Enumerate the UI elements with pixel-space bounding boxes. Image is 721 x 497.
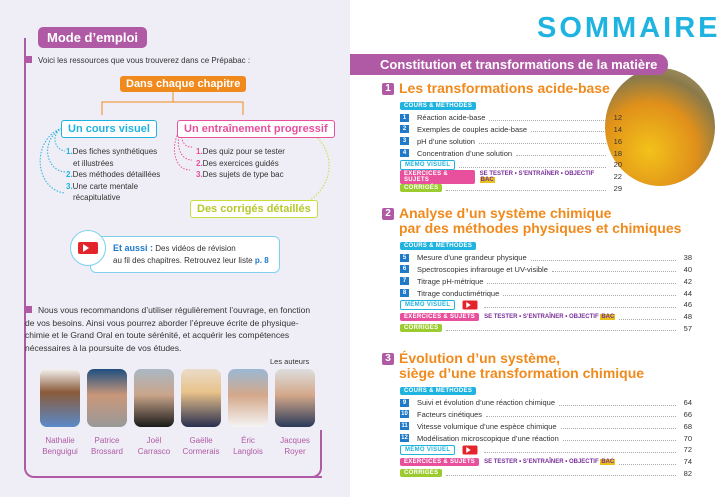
toc-item[interactable] [382, 409, 692, 421]
toc-item[interactable] [382, 432, 692, 444]
page-number: 82 [683, 468, 692, 478]
page-number: 66 [683, 409, 692, 419]
author-first-name: Joël [146, 436, 162, 445]
chapter-number: 1 [382, 83, 394, 95]
memo-visuel-tag: MÉMO VISUEL [400, 445, 455, 455]
page-number: 44 [683, 288, 692, 298]
author-photo [134, 369, 174, 427]
cours-methodes-tag: COURS & MÉTHODES [400, 242, 476, 250]
item-number: 1. [196, 147, 203, 156]
item-number: 3 [400, 137, 409, 145]
author [87, 369, 127, 457]
bac-label: BAC [480, 176, 494, 183]
toc-item[interactable] [382, 252, 692, 264]
dot-leader [446, 325, 676, 331]
page-number: 46 [683, 300, 692, 310]
recommendation-label: Nous vous recommandons d’utiliser régulièrement l’ouvrage, en fonction de vos besoins. Ainsi vous pourrez aborder l’épreuve écrite de physique-chimie et le Grand Oral en toute sérénité, et acquérir les compétences nécessaires à la poursuite de vos études. [25, 305, 311, 353]
page-number: 68 [683, 421, 692, 431]
author [228, 369, 268, 457]
chapter-section [382, 81, 622, 194]
item-number: 2. [196, 158, 203, 168]
toc-item[interactable] [382, 264, 692, 276]
item-title: Suivi et évolution d’une réaction chimique [417, 398, 555, 408]
item-title: Réaction acide-base [417, 113, 486, 123]
author-last-name: Cormerais [182, 447, 220, 456]
item-number: 8 [400, 289, 409, 297]
author [181, 369, 221, 457]
toc-item[interactable] [382, 397, 692, 409]
mode-emploi-title: Mode d’emploi [38, 27, 147, 48]
item-title: Titrage pH-métrique [417, 276, 484, 286]
page-number: 48 [683, 312, 692, 322]
author-first-name: Nathalie [45, 436, 75, 445]
toc-item[interactable] [382, 420, 692, 432]
page-number: 18 [613, 148, 622, 158]
exercices-tag: EXERCICES & SUJETS [400, 313, 479, 321]
corriges-row[interactable] [382, 183, 622, 195]
cours-methodes-row [382, 240, 692, 252]
authors-label: Les auteurs [270, 357, 310, 366]
video-camera-icon [463, 300, 478, 309]
corriges-tag: CORRIGÉS [400, 184, 442, 192]
item-text: Des méthodes détaillées [72, 170, 161, 179]
dot-leader [489, 115, 606, 121]
cours-methodes-row [382, 385, 692, 397]
page-number: 22 [613, 172, 622, 182]
author [134, 369, 174, 457]
corriges-box: Des corrigés détaillés [190, 200, 318, 218]
item-title: Vitesse volumique d’une espèce chimique [417, 421, 557, 431]
item-text: et illustrées [73, 158, 114, 168]
cours-visuel-list [66, 146, 160, 204]
dot-leader [503, 290, 676, 296]
author-photo [87, 369, 127, 427]
page-number: 14 [613, 124, 622, 134]
toc-item[interactable] [382, 112, 622, 124]
item-number: 11 [401, 423, 408, 430]
item-title: Titrage conductimétrique [417, 288, 500, 298]
author-last-name: Brossard [90, 447, 123, 456]
dot-leader [479, 138, 606, 144]
page-number: 74 [683, 457, 692, 467]
sommaire-title: SOMMAIRE [537, 12, 721, 44]
item-number: 3. [66, 181, 73, 191]
bullet-icon [25, 306, 32, 313]
page-number: 38 [683, 253, 692, 263]
item-number: 10 [401, 411, 408, 418]
exercices-row[interactable] [382, 171, 622, 183]
dot-leader [561, 423, 676, 429]
bac-label: BAC [601, 313, 615, 320]
dot-leader [484, 302, 676, 308]
item-number: 3. [196, 170, 203, 179]
memo-visuel-row[interactable] [382, 444, 692, 456]
recommendation-text [25, 304, 315, 354]
item-number: 9 [400, 399, 409, 407]
chapter-number: 2 [382, 208, 394, 220]
item-number: 2. [66, 170, 73, 179]
et-aussi-box [90, 236, 280, 273]
item-title: Modélisation microscopique d’une réaction [417, 433, 559, 443]
dot-leader [563, 435, 676, 441]
memo-visuel-tag: MÉMO VISUEL [400, 160, 455, 170]
toc-item[interactable] [382, 124, 622, 136]
page-number: 70 [683, 433, 692, 443]
exercices-row[interactable] [382, 456, 692, 468]
dot-leader [552, 266, 676, 272]
item-text: Des exercices guidés [202, 158, 279, 168]
cours-methodes-tag: COURS & MÉTHODES [400, 387, 476, 395]
author-last-name: Benguigui [42, 447, 78, 456]
item-title: pH d’une solution [417, 136, 475, 146]
dot-leader [486, 411, 676, 417]
item-title: Exemples de couples acide-base [417, 124, 528, 134]
author-last-name: Royer [284, 447, 306, 456]
corriges-tag: CORRIGÉS [400, 324, 442, 332]
dot-leader [516, 150, 606, 156]
page-number: 57 [683, 323, 692, 333]
chapter-number: 3 [382, 353, 394, 365]
chapter-heading[interactable] [382, 206, 692, 236]
item-number: 6 [400, 265, 409, 273]
item-title: Facteurs cinétiques [417, 409, 483, 419]
exercise-types: SE TESTER • S’ENTRAÎNER • OBJECTIF BAC [484, 458, 615, 465]
item-number: 1. [66, 147, 73, 156]
author-photo [181, 369, 221, 427]
item-title: Mesure d’une grandeur physique [417, 253, 527, 263]
page-number: 16 [613, 136, 622, 146]
page-number: 12 [613, 113, 622, 123]
chapter-title: Évolution d’un système, siège d’une transformation chimique [399, 350, 645, 381]
chapter-heading[interactable] [382, 351, 692, 381]
exercices-tag: EXERCICES & SUJETS [400, 170, 475, 184]
author-first-name: Jacques [280, 436, 310, 445]
exercise-types: SE TESTER • S’ENTRAÎNER • OBJECTIF BAC [484, 313, 615, 320]
exercices-row[interactable] [382, 311, 692, 323]
bac-label: BAC [601, 458, 615, 465]
dot-leader [531, 255, 676, 261]
sommaire-page [350, 0, 721, 497]
dot-leader [531, 126, 606, 132]
dot-leader [446, 185, 606, 191]
author-first-name: Patrice [94, 436, 120, 445]
chapter-section [382, 206, 692, 334]
authors-list [40, 369, 315, 457]
item-text: Des sujets de type bac [202, 170, 284, 179]
item-number: 2 [400, 125, 409, 133]
chapter-box: Dans chaque chapitre [120, 76, 246, 92]
et-aussi-text: Des vidéos de révision [155, 244, 236, 253]
toc-item[interactable] [382, 287, 692, 299]
item-number: 5 [400, 254, 409, 262]
page-number: 42 [683, 276, 692, 286]
item-text: Des fiches synthétiques [72, 147, 158, 156]
dot-leader [459, 162, 606, 168]
et-aussi-text: au fil des chapitres. Retrouvez leur liste [113, 256, 253, 265]
author-last-name: Langlois [233, 447, 263, 456]
chapter-title: Analyse d’un système chimique par des méthodes physiques et chimiques [399, 205, 682, 236]
corriges-tag: CORRIGÉS [400, 469, 442, 477]
memo-visuel-row[interactable] [382, 299, 692, 311]
item-number: 1 [400, 114, 409, 122]
item-number: 4 [400, 149, 409, 157]
dot-leader [484, 447, 676, 453]
page-number: 72 [683, 445, 692, 455]
dot-leader [619, 314, 676, 320]
page-number: 29 [613, 183, 622, 193]
cours-visuel-box: Un cours visuel [61, 120, 157, 138]
intro-label: Voici les ressources que vous trouverez dans ce Prépabac : [38, 56, 251, 65]
author-photo [228, 369, 268, 427]
et-aussi-label: Et aussi : [113, 243, 154, 253]
memo-visuel-tag: MÉMO VISUEL [400, 300, 455, 310]
page-number: 40 [683, 264, 692, 274]
page-number: 20 [613, 160, 622, 170]
dot-leader [559, 400, 676, 406]
entrainement-list [196, 146, 285, 181]
toc-item[interactable] [382, 275, 692, 287]
item-text: Une carte mentale [72, 181, 139, 191]
item-number: 12 [401, 435, 408, 442]
dot-leader [446, 470, 676, 476]
item-title: Concentration d’une solution [417, 148, 513, 158]
author-photo [40, 369, 80, 427]
toc-item[interactable] [382, 147, 622, 159]
author [40, 369, 80, 457]
author-first-name: Éric [241, 436, 255, 445]
toc-item[interactable] [382, 135, 622, 147]
dot-leader [487, 278, 676, 284]
cours-methodes-row [382, 100, 622, 112]
author-photo [275, 369, 315, 427]
section-banner: Constitution et transformations de la matière [350, 54, 668, 75]
cours-methodes-tag: COURS & MÉTHODES [400, 102, 476, 110]
chapter-heading[interactable] [382, 81, 622, 96]
item-text: récapitulative [73, 193, 121, 202]
video-camera-icon [463, 445, 478, 454]
page-link[interactable]: p. 8 [254, 256, 269, 265]
item-number: 7 [400, 277, 409, 285]
author [275, 369, 315, 457]
exercise-types: SE TESTER • S’ENTRAÎNER • OBJECTIF BAC [479, 170, 595, 183]
author-first-name: Gaëlle [189, 436, 213, 445]
author-last-name: Carrasco [137, 447, 171, 456]
corriges-row[interactable] [382, 323, 692, 335]
dot-leader [619, 459, 676, 465]
video-camera-icon [78, 242, 98, 254]
entrainement-box: Un entraînement progressif [177, 120, 335, 138]
item-text: Des quiz pour se tester [202, 147, 285, 156]
chapter-section [382, 351, 692, 479]
chapter-title: Les transformations acide-base [399, 80, 610, 96]
video-badge [70, 230, 106, 266]
page-number: 64 [683, 398, 692, 408]
item-title: Spectroscopies infrarouge et UV-visible [417, 264, 548, 274]
exercices-tag: EXERCICES & SUJETS [400, 458, 479, 466]
mode-emploi-page [0, 0, 350, 497]
corriges-row[interactable] [382, 468, 692, 480]
